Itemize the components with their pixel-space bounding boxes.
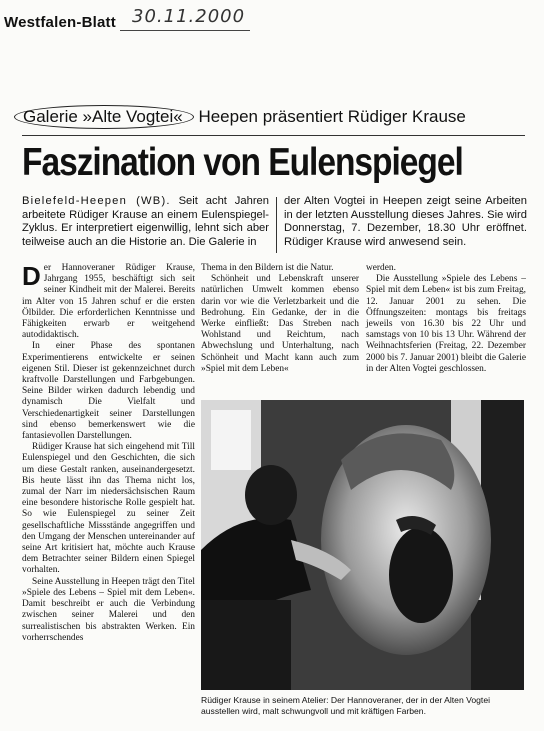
photo-caption: Rüdiger Krause in seinem Atelier: Der Hannoveraner, der in der Alten Vogtei ausstellen wird, malt schwungvoll und mit kräftigen Farben. xyxy=(201,695,491,716)
kicker-text: Heepen präsentiert Rüdiger Krause xyxy=(193,107,466,126)
photo-illustration xyxy=(201,400,524,690)
lead-column-separator xyxy=(276,197,277,253)
drop-cap: D xyxy=(22,261,41,291)
col1-paragraph-1: er Hannoveraner Rüdiger Krause, Jahrgang 1955, beschäftigt sich seit seiner Kindheit mit der Malerei. Bereits im Alter von 15 Jahren schuf er die ersten Ölbilder. Die erforderlichen Kenntnisse und Fähigkeiten erwarb er weitgehend autodidaktisch. xyxy=(22,263,195,341)
article-headline: Faszination von Eulenspiegel xyxy=(22,141,463,184)
body-column-2 xyxy=(201,263,359,375)
col2-paragraph-2: Schönheit und Lebenskraft unserer natürlichen Umwelt kommen ebenso darin vor wie die Verletzbarkeit und die Bedrohung. Ein Gedanke, der in die Werke einfließt: Das Streben nach Wohlstand und Reichtum, nach Abwechslung und Unterhaltung, nach Schönheit und Macht kann auch zum »Spiel mit dem Leben« xyxy=(201,274,359,374)
body-column-1 xyxy=(22,263,195,644)
artist-photo xyxy=(201,400,524,690)
handwritten-date: 30.11.2000 xyxy=(132,6,246,27)
newspaper-masthead: Westfalen-Blatt xyxy=(4,14,116,31)
col3-paragraph-2: Die Ausstellung »Spiele des Lebens – Spiel mit dem Leben« ist bis zum Freitag, 12. Januar 2001 zu sehen. Die Öffnungszeiten: montags bis freitags jeweils von 16.30 bis 22 Uhr und samstags von 10 bis 13 Uhr. Während der Weihnachtsferien (Freitag, 22. Dezember 2000 bis 7. Januar 2001) bleibt die Galerie in der Alten Vogtei geschlossen. xyxy=(366,274,526,374)
col2-paragraph-1: Thema in den Bildern ist die Natur. xyxy=(201,263,334,273)
article-kicker xyxy=(22,107,466,127)
circled-gallery-name: Galerie »Alte Vogtei« xyxy=(14,105,194,129)
col3-paragraph-1: werden. xyxy=(366,263,396,273)
lead-paragraph-left xyxy=(22,195,269,249)
col1-paragraph-3: Rüdiger Krause hat sich eingehend mit Till Eulenspiegel und den Geschichten, die sich um diese Gestalt ranken, auseinandergesetzt. Bis heute lässt ihn das Thema nicht los, zumal der Narr im niedersächsischen Raum eine besondere historische Rolle gespielt hat. So wie Eulenspiegel zu seiner Zeit gesellschaftliche Missstände angegriffen und den Umgang der Menschen untereinander auf seine Art kritisiert hat, möchte auch Krause dem Betrachter seiner Bildern einen Spiegel vorhalten. xyxy=(22,442,195,576)
col1-paragraph-2: In einer Phase des spontanen Experimentierens entwickelte er seinen eigenen Stil. Dieser ist gekennzeichnet durch kraftvolle Darstellungen und Farbgebungen. Seine Bilder wirken dadurch lebendig und dynamisch Die Vielfalt und Verschiedenartigkeit seiner Darstellungen sind ebenso bemerkenswert wie die fantasievollen Darstellungen. xyxy=(22,341,195,442)
col1-paragraph-4: Seine Ausstellung in Heepen trägt den Titel »Spiele des Lebens – Spiel mit dem Leben«. Damit beschreibt er auch die Verbindung zwischen seiner Malerei und den surrealistischen bis abstrakten Werken. Ein vorherrschendes xyxy=(22,576,196,643)
body-column-3 xyxy=(366,263,526,375)
lead-text-left: Seit acht Jahren arbeitete Rüdiger Krause an einem Eulenspiegel-Zyklus. Er interpretiert eigenwillig, lehnt sich aber teilweise auch an die Historie an. Die Galerie in xyxy=(22,195,269,248)
lead-dateline: Bielefeld-Heepen (WB). xyxy=(22,195,171,207)
kicker-rule xyxy=(22,135,525,136)
handwritten-underline xyxy=(120,30,250,31)
lead-paragraph-right: der Alten Vogtei in Heepen zeigt seine Arbeiten in der letzten Ausstellung dieses Jahres. Sie wird Donnerstag, 7. Dezember, 18.30 Uhr eröffnet. Rüdiger Krause wird anwesend sein. xyxy=(284,195,527,248)
